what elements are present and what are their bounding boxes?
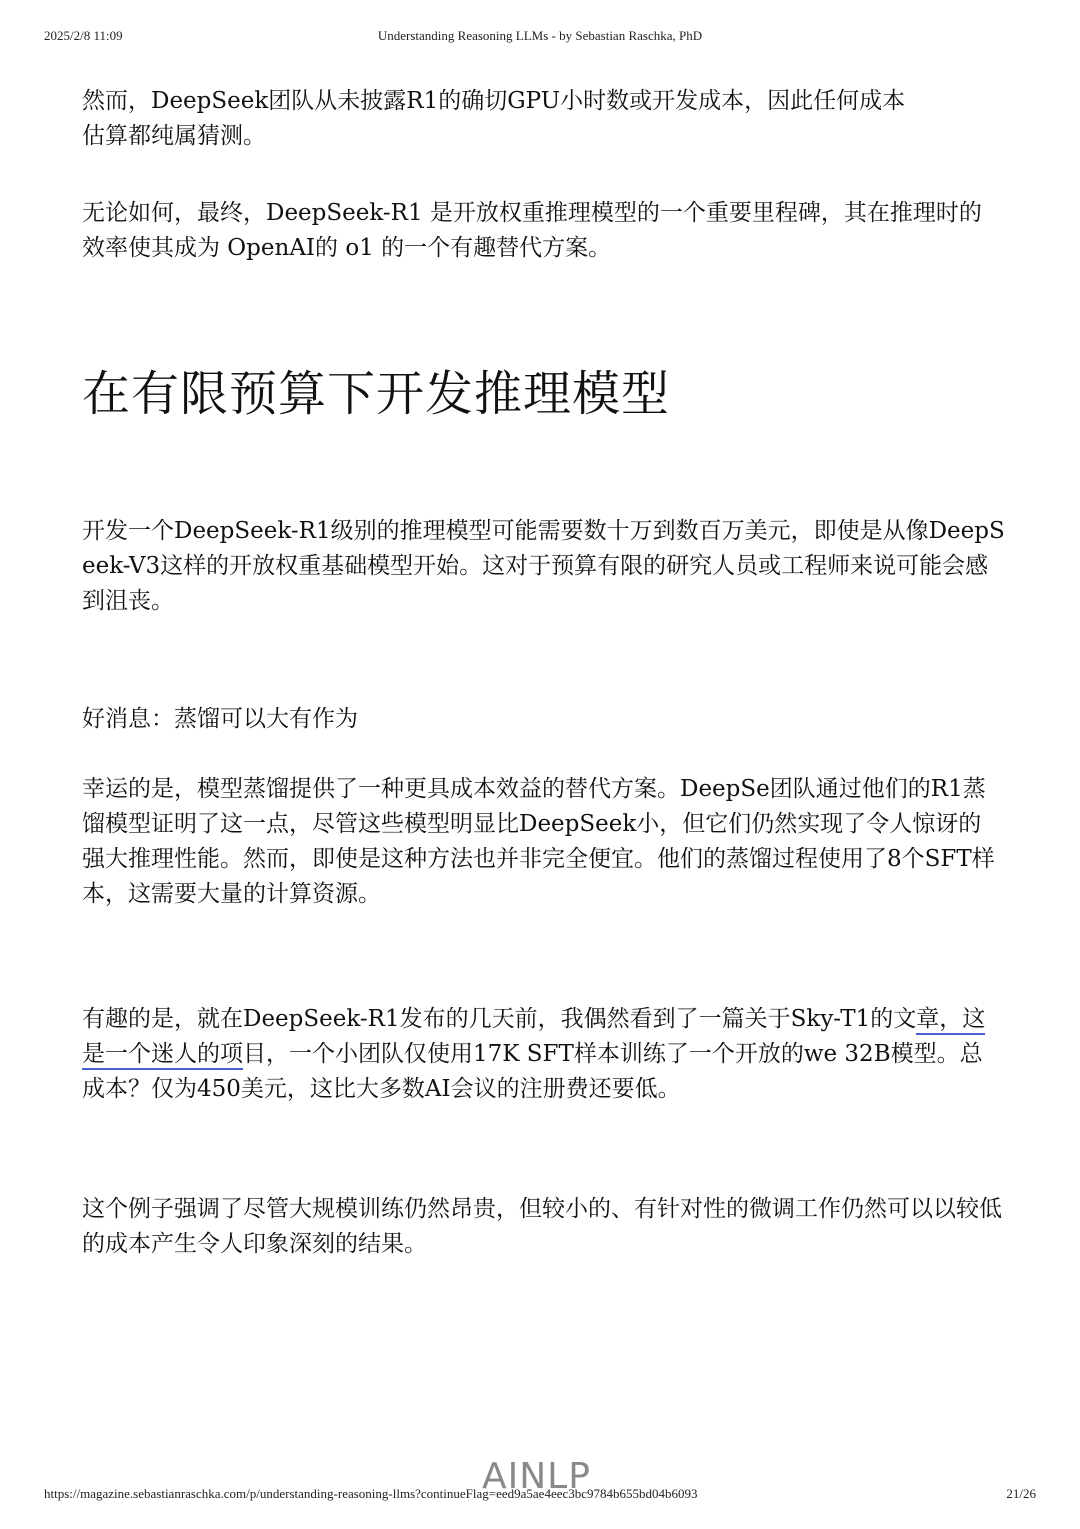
page-number: 21/26 xyxy=(1006,1486,1036,1501)
print-header xyxy=(0,28,1080,48)
print-date: 2025/2/8 11:09 xyxy=(44,28,123,43)
section-heading: 在有限预算下开发推理模型 xyxy=(82,366,671,422)
paragraph-sky-t1-rest: 目，一个小团队仅使用17K SFT样本训练了一个开放的we 32B模型。总成本？仅为450美元，这比大多数AI会议的注册费还要低。 xyxy=(82,1041,983,1102)
paragraph-distillation: 幸运的是，模型蒸馏提供了一种更具成本效益的替代方案。DeepSe团队通过他们的R1蒸馏模型证明了这一点，尽管这些模型明显比DeepSeek小，但它们仍然实现了令人惊讶的强大推理性能。然而，即使是这种方法也并非完全便宜。他们的蒸馏过程使用了8个SFT样本，这需要大量的计算资源。 xyxy=(82,776,995,907)
watermark-logo: AINLP xyxy=(482,1456,591,1497)
subheading-distillation: 好消息：蒸馏可以大有作为 xyxy=(82,706,358,732)
paragraph-budget: 开发一个DeepSeek-R1级别的推理模型可能需要数十万到数百万美元，即使是从像DeepSeek-V3这样的开放权重基础模型开始。这对于预算有限的研究人员或工程师来说可能会感到沮丧。 xyxy=(82,518,1005,614)
document-title: Understanding Reasoning LLMs - by Sebastian Raschka, PhD xyxy=(377,28,703,43)
paragraph-sky-t1-lead: 有趣的是，就在DeepSeek-R1发布的几天前，我偶然看到了一篇关于Sky-T1的文 xyxy=(82,1006,917,1032)
article-link[interactable]: 章，这是一个迷人的项 xyxy=(82,1006,985,1070)
paragraph-conclusion: 这个例子强调了尽管大规模训练仍然昂贵，但较小的、有针对性的微调工作仍然可以以较低的成本产生令人印象深刻的结果。 xyxy=(82,1196,1002,1257)
print-footer xyxy=(0,1486,1080,1506)
paragraph-gpu-hours: 然而，DeepSeek团队从未披露R1的确切GPU小时数或开发成本，因此任何成本估算都纯属猜测。 xyxy=(82,88,906,149)
page-url: https://magazine.sebastianraschka.com/p/understanding-reasoning-llms?continueFlag=eed9a5ae4eec3bc9784b655bd04b6093 xyxy=(44,1486,698,1501)
paragraph-milestone: 无论如何，最终，DeepSeek-R1 是开放权重推理模型的一个重要里程碑，其在推理时的效率使其成为 OpenAI的 o1 的一个有趣替代方案。 xyxy=(82,200,982,261)
paragraph-sky-t1 xyxy=(82,1002,997,1107)
